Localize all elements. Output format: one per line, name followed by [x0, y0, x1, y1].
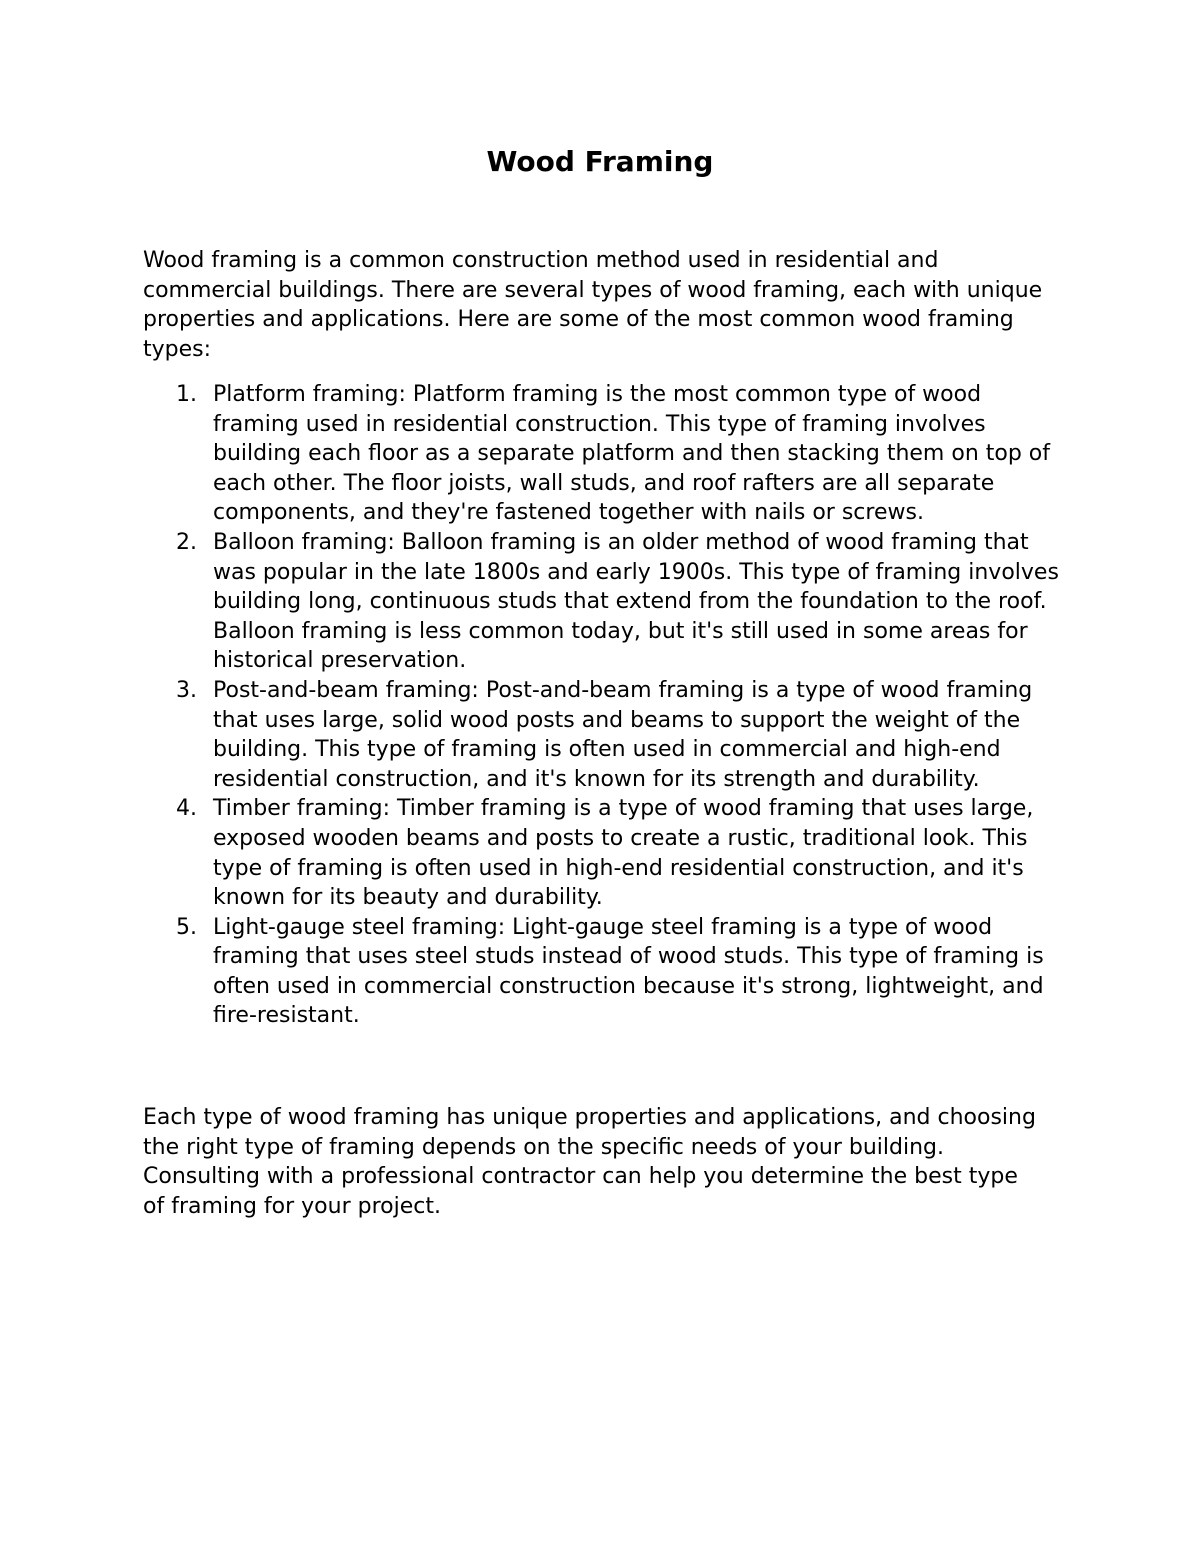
list-item-number: 3.: [176, 677, 197, 703]
list-item-number: 2.: [176, 529, 197, 555]
list-item-text: Post-and-beam framing: Post-and-beam framing is a type of wood framing that uses large, solid wood posts and beams to support the weight of the building. This type of framing is often used in commercial and high-end residential construction, and it's known for its strength and durability.: [213, 677, 1033, 792]
list-item-number: 4.: [176, 796, 197, 822]
framing-types-list: [143, 380, 1063, 1031]
list-item: [143, 794, 1063, 912]
intro-paragraph: Wood framing is a common construction method used in residential and commercial buildings. There are several types of wood framing, each with unique properties and applications. Here are some of the most common wood framing types:: [143, 248, 1043, 362]
list-item-text: Platform framing: Platform framing is the most common type of wood framing used in residential construction. This type of framing involves building each floor as a separate platform and then stacking them on top of each other. The floor joists, wall studs, and roof rafters are all separate components, and they're fastened together with nails or screws.: [213, 382, 1050, 526]
list-item-text: Timber framing: Timber framing is a type of wood framing that uses large, exposed wooden beams and posts to create a rustic, traditional look. This type of framing is often used in high-end residential construction, and it's known for its beauty and durability.: [213, 796, 1034, 911]
conclusion-paragraph: Each type of wood framing has unique properties and applications, and choosing the right type of framing depends on the specific needs of your building. Consulting with a professional contractor can help you determine the best type of framing for your project.: [143, 1105, 1036, 1219]
list-item: [143, 380, 1063, 528]
list-item: [143, 528, 1063, 676]
list-item-number: 5.: [176, 914, 197, 940]
page-title: Wood Framing: [486, 145, 714, 178]
list-item-text: Balloon framing: Balloon framing is an older method of wood framing that was popular in the late 1800s and early 1900s. This type of framing involves building long, continuous studs that extend from the foundation to the roof. Balloon framing is less common today, but it's still used in some areas for historical preservation.: [213, 529, 1059, 674]
list-item: [143, 913, 1063, 1031]
list-item-number: 1.: [176, 382, 197, 407]
list-item-text: Light-gauge steel framing: Light-gauge steel framing is a type of wood framing that uses steel studs instead of wood studs. This type of framing is often used in commercial construction because it's strong, lightweight, and fire-resistant.: [213, 914, 1044, 1029]
list-item: [143, 676, 1063, 794]
